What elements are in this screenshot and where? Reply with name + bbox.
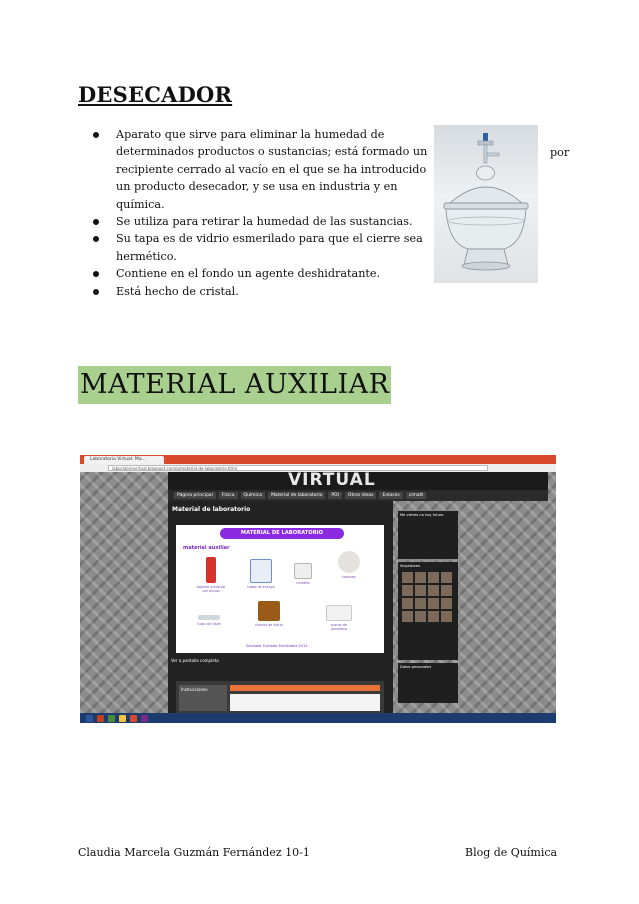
browser-tab-strip [80,455,556,464]
glass-pieces-icon [294,563,312,579]
stray-word-por: por [550,146,570,159]
desecador-bullet-list [92,126,437,300]
nav-item: cimatt [406,492,426,499]
fullscreen-link: Ver a pantalla completa [171,658,219,663]
nav-item: Química [241,492,266,499]
nav-item: Otros ideas [345,492,377,499]
sidebar-widget: Me vienes no hay futuro [398,511,458,559]
test-tubes-icon [250,559,272,583]
lab-item: soporte universal con pinzas [196,557,226,593]
heading-material-auxiliar: MATERIAL AUXILIAR [78,366,391,404]
bullet-item: Contiene en el fondo un agente deshidratante. [92,265,437,282]
bullet-item-continuation: un recipiente cerrado al vacío en el que se ha introducido un producto desecador, y se usa en industria y en química. [116,145,428,211]
lab-item: cristales [288,563,318,585]
instructions-text-area [230,694,380,711]
embedded-browser-screenshot [80,455,556,723]
sidebar-followers: Seguidores [398,562,458,660]
word-app-icon [86,715,93,722]
instructions-orange-bar [230,685,380,691]
lab-subtitle: material auxiliar [183,545,230,551]
app-icon [141,715,148,722]
instructions-panel [176,681,384,713]
bullet-item: Se utiliza para retirar la humedad de las sustancias. [92,213,437,230]
nav-item: PDI [328,492,342,499]
follower-thumbnails [398,570,458,624]
desiccator-photo [434,125,538,283]
chrome-app-icon [130,715,137,722]
nav-item: Página principal [174,492,216,499]
app-icon [108,715,115,722]
footer-author: Claudia Marcela Guzmán Fernández 10-1 [78,846,310,859]
bullet-item: Aparato que sirve para eliminar la humedad de determinados productos o sustancias; está formado un recipiente cerrado al vacío en el que se ha introducido un producto desecador, y se usa en industria y en química. [92,126,437,213]
lab-item: tubos de ensayo [246,559,276,589]
nav-item: Física [219,492,238,499]
app-icon [97,715,104,722]
stoppers-icon [338,551,360,573]
lab-applet [176,525,384,653]
browser-tab: Laboratorio Virtual: Ma... [84,456,164,464]
nav-item: Enlaces [379,492,402,499]
folder-icon [119,715,126,722]
heading-desecador: DESECADOR [78,82,233,107]
applet-author: Salvador Hurtado Fernández 2012 [246,644,308,648]
glass-desiccator-icon [434,125,538,283]
lab-item: tapones [334,551,364,579]
lab-item: tubo con llave [194,615,224,626]
nav-item: Material de laboratorio [268,492,325,499]
amber-bottles-icon [258,601,280,621]
site-nav [168,490,548,501]
sidebar-profile: Datos personales [398,663,458,703]
footer-blog-title: Blog de Química [465,846,558,859]
clamp-stand-icon [206,557,216,583]
bullet-item: Su tapa es de vidrio esmerilado para que el cierre sea hermético. [92,230,437,265]
bullet-item: Está hecho de cristal. [92,283,437,300]
lab-pill-title: MATERIAL DE LABORATORIO [220,528,344,539]
site-banner: VIRTUAL [168,472,548,490]
post-content [168,501,393,713]
instructions-box: Instrucciones [179,685,227,711]
url-field: laboratoriovirtual.blogspot.com/p/material-de-laboratorio.html [108,465,488,471]
blog-sidebar [398,511,458,713]
lab-item: frascos de vidrio [254,601,284,627]
spot-plates-icon [326,605,352,621]
windows-taskbar [80,713,556,723]
post-title: Material de laboratorio [172,506,251,513]
lab-item: placas de porcelana [324,605,354,631]
stopcock-tube-icon [198,615,220,620]
